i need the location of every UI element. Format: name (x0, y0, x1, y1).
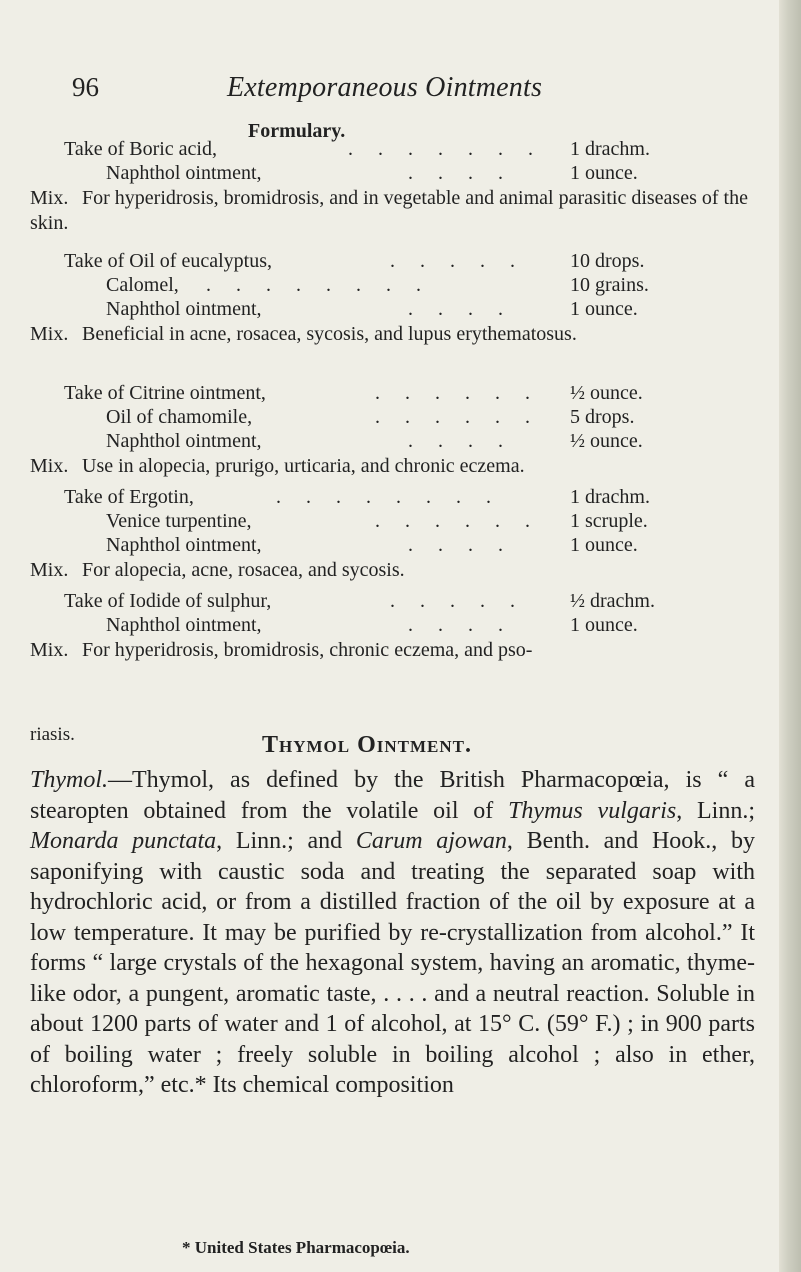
ingredient-qty: ½ drachm. (570, 590, 655, 612)
footnote: * United States Pharmacopœia. (182, 1238, 410, 1257)
page-number: 96 (72, 72, 99, 102)
mix-instruction (30, 322, 755, 347)
ingredient-name: Naphthol ointment, (106, 298, 262, 320)
species-name: Monarda punctata (30, 828, 217, 854)
ingredient-row (30, 510, 750, 536)
ingredient-qty: 1 drachm. (570, 138, 650, 160)
ingredient-qty: 1 ounce. (570, 614, 638, 636)
leader-dots: . . . . (408, 534, 513, 556)
thymol-paragraph (30, 765, 755, 1101)
section-title: Thymol Ointment. (262, 732, 473, 758)
ingredient-name: Take of Citrine ointment, (64, 382, 266, 404)
ingredient-name: Oil of chamomile, (106, 406, 253, 428)
ingredient-name: Naphthol ointment, (106, 162, 262, 184)
ingredient-row (30, 406, 750, 432)
mix-instruction (30, 558, 755, 583)
mix-instruction (30, 186, 755, 236)
mix-label: Mix. (30, 639, 69, 661)
hyphenated-continuation: riasis. (30, 724, 75, 745)
mix-label: Mix. (30, 455, 69, 477)
text-segment: , Linn.; and (216, 828, 356, 854)
ingredient-qty: 1 drachm. (570, 486, 650, 508)
ingredient-row (30, 614, 750, 640)
leader-dots: . . . . . . . . (276, 486, 501, 508)
ingredient-row (30, 382, 750, 408)
text-segment: Thymol, as defined by the British Pharmacopœia, is “ a stearopten obtained from the volatile oil of (30, 767, 755, 824)
leader-dots: . . . . . . . (348, 138, 543, 160)
ingredient-qty: 1 ounce. (570, 298, 638, 320)
mix-label: Mix. (30, 323, 69, 345)
ingredient-name: Take of Ergotin, (64, 486, 194, 508)
leader-dots: . . . . (408, 430, 513, 452)
species-name: Carum ajowan (355, 828, 507, 854)
mix-label: Mix. (30, 559, 69, 581)
page-edge (779, 0, 801, 1272)
ingredient-qty: ½ ounce. (570, 430, 643, 452)
ingredient-row (30, 534, 750, 560)
species-name: Thymus vulgaris (508, 797, 677, 824)
ingredient-qty: ½ ounce. (570, 382, 643, 404)
leader-dots: . . . . (408, 614, 513, 636)
mix-instruction (30, 638, 755, 663)
ingredient-name: Take of Iodide of sulphur, (64, 590, 272, 612)
mix-label: Mix. (30, 187, 69, 209)
ingredient-row (30, 590, 750, 616)
ingredient-qty: 1 ounce. (570, 162, 638, 184)
leader-dots: . . . . . . (375, 406, 540, 428)
ingredient-row (30, 138, 750, 164)
leader-dots: . . . . . (390, 590, 525, 612)
ingredient-qty: 5 drops. (570, 406, 635, 428)
ingredient-name: Take of Oil of eucalyptus, (64, 250, 272, 272)
mix-text: For hyperidrosis, bromidrosis, and in vegetable and animal parasitic diseases of the skin. (30, 187, 748, 234)
leader-dots: . . . . . . (375, 382, 540, 404)
text-segment: , Benth. and Hook., by saponifying with caustic soda and treating the separated soap with hydrochloric acid, or from a distilled fraction of the oil by exposure at a low temperature. It may be purified by re-crystallization from alcohol.” It forms “ large crystals of the hexagonal system, having an aromatic, thyme-like odor, a pungent, aromatic taste, . . . . and a neutral reaction. Soluble in about 1200 parts of water and 1 of alcohol, at 15° C. (59° F.) ; in 900 parts of boiling water ; freely soluble in boiling alcohol ; also in ether, chloroform,” etc.* Its chemical composition (30, 828, 756, 1098)
mix-instruction (30, 454, 755, 479)
text-segment: , Linn.; (676, 797, 756, 824)
leader-dots: . . . . . (390, 250, 525, 272)
ingredient-name: Venice turpentine, (106, 510, 252, 532)
page-header (72, 72, 742, 112)
ingredient-qty: 1 ounce. (570, 534, 638, 556)
ingredient-row (30, 430, 750, 456)
ingredient-qty: 1 scruple. (570, 510, 648, 532)
leader-dots: . . . . (408, 298, 513, 320)
running-title: Extemporaneous Ointments (227, 72, 543, 103)
em-dash: — (108, 767, 132, 793)
ingredient-name: Naphthol ointment, (106, 534, 262, 556)
formulary-heading: Formulary. (248, 120, 346, 142)
term-thymol: Thymol. (30, 767, 108, 793)
ingredient-row (30, 250, 750, 276)
ingredient-name: Naphthol ointment, (106, 430, 262, 452)
mix-text: For hyperidrosis, bromidrosis, chronic eczema, and pso- (82, 639, 533, 661)
ingredient-qty: 10 grains. (570, 274, 649, 296)
mix-text: For alopecia, acne, rosacea, and sycosis. (82, 559, 405, 581)
ingredient-row (30, 162, 750, 188)
mix-text: Use in alopecia, prurigo, urticaria, and chronic eczema. (82, 455, 525, 477)
ingredient-row (30, 486, 750, 512)
ingredient-name: Naphthol ointment, (106, 614, 262, 636)
leader-dots: . . . . . . . . (206, 274, 431, 296)
ingredient-name: Calomel, (106, 274, 179, 296)
leader-dots: . . . . (408, 162, 513, 184)
ingredient-row (30, 274, 750, 300)
ingredient-row (30, 298, 750, 324)
leader-dots: . . . . . . (375, 510, 540, 532)
mix-text: Beneficial in acne, rosacea, sycosis, and lupus erythematosus. (82, 323, 577, 345)
ingredient-name: Take of Boric acid, (64, 138, 217, 160)
ingredient-qty: 10 drops. (570, 250, 645, 272)
